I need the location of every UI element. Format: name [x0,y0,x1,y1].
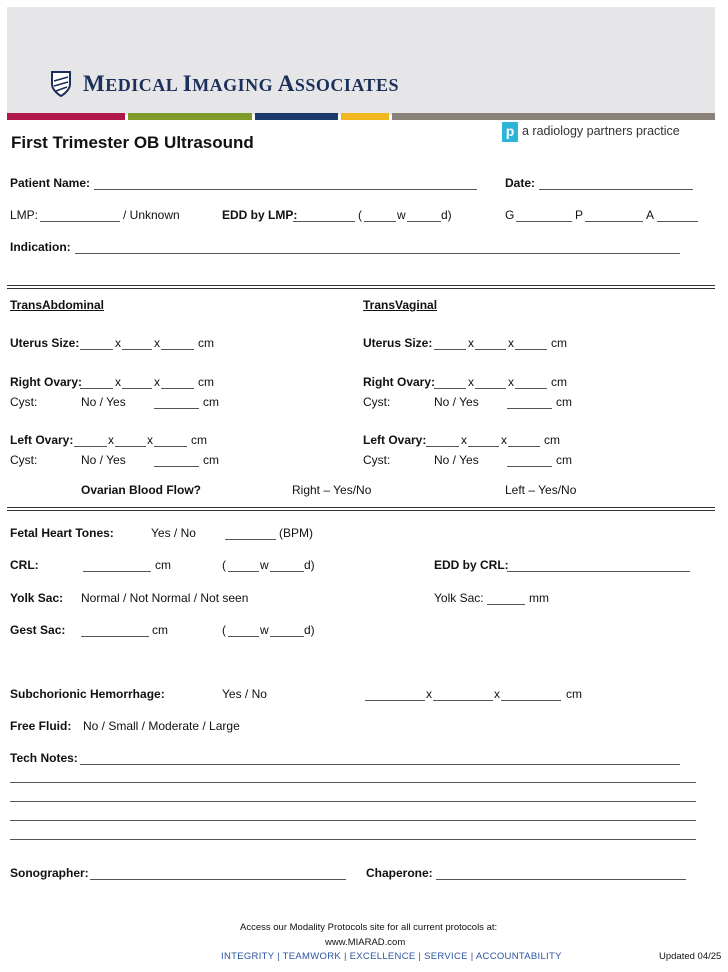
crl-label: CRL: [10,558,39,572]
edd-lmp-weeks-field[interactable] [364,221,396,222]
tv-left-cyst-cm: cm [556,453,572,467]
tech-notes-line-2[interactable] [10,782,696,783]
patient-name-label: Patient Name: [10,176,91,190]
ta-right-ovary-x2: x [154,375,160,389]
crl-cm: cm [155,558,171,572]
sonographer-field[interactable] [90,879,346,880]
footer-website-link[interactable]: www.MIARAD.com [325,937,406,948]
gest-sac-d: d) [304,623,315,637]
tv-right-cyst-no-yes[interactable]: No / Yes [434,395,479,409]
ta-right-ovary-dim2[interactable] [122,388,152,389]
tv-right-ovary-dim3[interactable] [515,388,547,389]
crl-w: w [260,558,269,572]
transvaginal-heading: TransVaginal [363,298,438,312]
gest-sac-field[interactable] [81,636,149,637]
edd-crl-field[interactable] [507,571,690,572]
subch-x2: x [494,687,500,701]
ta-right-cyst-no-yes[interactable]: No / Yes [81,395,126,409]
tv-uterus-label: Uterus Size: [363,336,433,350]
ta-uterus-dim3[interactable] [161,349,194,350]
subch-cm: cm [566,687,582,701]
tv-left-cyst-label: Cyst: [363,453,391,467]
tv-uterus-dim1[interactable] [434,349,466,350]
ta-right-cyst-cm: cm [203,395,219,409]
transabdominal-heading: TransAbdominal [10,298,105,312]
chaperone-field[interactable] [436,879,686,880]
ta-left-ovary-dim2[interactable] [115,446,146,447]
tv-left-ovary-dim1[interactable] [426,446,459,447]
yolk-sac-mm-label: Yolk Sac: [434,591,484,605]
tv-left-ovary-x2: x [501,433,507,447]
ta-right-ovary-cm: cm [198,375,214,389]
fetal-heart-tones-label: Fetal Heart Tones: [10,526,114,540]
color-bar-5 [392,113,715,120]
subchorionic-yes-no[interactable]: Yes / No [222,687,267,701]
section-divider-mid [7,507,715,508]
section-divider-top [7,285,715,286]
color-bar-4 [341,113,389,120]
footer-updated: Updated 04/25 [659,951,722,962]
ovarian-blood-flow-label: Ovarian Blood Flow? [81,483,202,497]
ta-uterus-dim1[interactable] [80,349,113,350]
blood-flow-right[interactable]: Right – Yes/No [292,483,372,497]
shield-logo-icon [50,70,72,98]
tv-left-ovary-cm: cm [544,433,560,447]
footer-protocols-text: Access our Modality Protocols site for all current protocols at: [240,922,498,933]
ta-right-cyst-label: Cyst: [10,395,38,409]
tv-right-ovary-x1: x [468,375,474,389]
subch-dim2[interactable] [433,700,493,701]
gest-sac-paren: ( [222,623,226,637]
gravida-label: G [505,208,515,222]
ta-right-ovary-dim3[interactable] [161,388,194,389]
tv-left-ovary-label: Left Ovary: [363,433,427,447]
tech-notes-line-1[interactable] [80,764,680,765]
tech-notes-label: Tech Notes: [10,751,78,765]
page-title: First Trimester OB Ultrasound [11,133,254,152]
ta-left-ovary-x2: x [147,433,153,447]
para-field[interactable] [585,221,643,222]
patient-name-field[interactable] [94,189,477,190]
tv-right-ovary-x2: x [508,375,514,389]
crl-paren: ( [222,558,226,572]
ta-left-ovary-dim1[interactable] [74,446,107,447]
bpm-label: (BPM) [279,526,313,540]
gest-sac-w: w [260,623,269,637]
tech-notes-line-4[interactable] [10,820,696,821]
date-field[interactable] [539,189,693,190]
edd-lmp-label: EDD by LMP: [222,208,298,222]
edd-lmp-paren: ( [358,208,362,222]
tv-uterus-dim3[interactable] [515,349,547,350]
ta-left-cyst-cm: cm [203,453,219,467]
crl-field[interactable] [83,571,151,572]
ta-right-ovary-dim1[interactable] [80,388,113,389]
color-bar-3 [255,113,338,120]
tv-uterus-dim2[interactable] [475,349,506,350]
ta-uterus-x1: x [115,336,121,350]
yolk-sac-options[interactable]: Normal / Not Normal / Not seen [81,591,249,605]
partner-badge-icon: p [502,122,518,142]
ta-right-cyst-size[interactable] [154,408,199,409]
yolk-sac-mm-field[interactable] [487,604,525,605]
subch-dim1[interactable] [365,700,425,701]
subch-x1: x [426,687,432,701]
tv-right-ovary-dim1[interactable] [434,388,466,389]
bpm-field[interactable] [225,539,276,540]
lmp-label: LMP: [10,208,39,222]
abortus-field[interactable] [657,221,698,222]
tv-right-ovary-dim2[interactable] [475,388,506,389]
ta-uterus-dim2[interactable] [122,349,152,350]
chaperone-label: Chaperone: [366,866,433,880]
free-fluid-label: Free Fluid: [10,719,72,733]
para-label: P [575,208,584,222]
org-name: MEDICAL IMAGING ASSOCIATES [83,71,400,96]
lmp-unknown[interactable]: / Unknown [123,208,180,222]
crl-d: d) [304,558,315,572]
tv-uterus-x1: x [468,336,474,350]
ta-uterus-x2: x [154,336,160,350]
ta-uterus-cm: cm [198,336,214,350]
partner-text: a radiology partners practice [522,124,680,138]
tv-right-cyst-size[interactable] [507,408,552,409]
ta-left-cyst-no-yes[interactable]: No / Yes [81,453,126,467]
gest-sac-label: Gest Sac: [10,623,66,637]
ta-right-ovary-label: Right Ovary: [10,375,83,389]
ta-left-ovary-dim3[interactable] [154,446,187,447]
tv-uterus-cm: cm [551,336,567,350]
ta-left-cyst-label: Cyst: [10,453,38,467]
ta-left-ovary-x1: x [108,433,114,447]
date-label: Date: [505,176,536,190]
header-band [7,7,715,115]
tv-right-cyst-cm: cm [556,395,572,409]
edd-lmp-field[interactable] [293,221,355,222]
indication-label: Indication: [10,240,71,254]
tech-notes-line-5[interactable] [10,839,696,840]
gest-sac-days-field[interactable] [270,636,304,637]
crl-weeks-field[interactable] [228,571,259,572]
tv-right-ovary-cm: cm [551,375,567,389]
ta-left-ovary-label: Left Ovary: [10,433,74,447]
blood-flow-left[interactable]: Left – Yes/No [505,483,577,497]
abortus-label: A [646,208,655,222]
tv-left-ovary-dim2[interactable] [468,446,499,447]
tech-notes-line-3[interactable] [10,801,696,802]
edd-lmp-days-field[interactable] [407,221,441,222]
gravida-field[interactable] [516,221,572,222]
color-bar-1 [7,113,125,120]
edd-crl-label: EDD by CRL: [434,558,509,572]
gest-sac-weeks-field[interactable] [228,636,259,637]
color-bar-2 [128,113,252,120]
lmp-field[interactable] [40,221,120,222]
tv-uterus-x2: x [508,336,514,350]
yolk-sac-label: Yolk Sac: [10,591,64,605]
footer-values: INTEGRITY | TEAMWORK | EXCELLENCE | SERVICE | ACCOUNTABILITY [221,951,562,962]
sonographer-label: Sonographer: [10,866,89,880]
tv-left-cyst-no-yes[interactable]: No / Yes [434,453,479,467]
tv-left-cyst-size[interactable] [507,466,552,467]
tv-left-ovary-x1: x [461,433,467,447]
tv-right-ovary-label: Right Ovary: [363,375,436,389]
crl-days-field[interactable] [270,571,304,572]
subch-dim3[interactable] [501,700,561,701]
ta-right-ovary-x1: x [115,375,121,389]
free-fluid-options[interactable]: No / Small / Moderate / Large [83,719,240,733]
indication-field[interactable] [75,253,680,254]
tv-left-ovary-dim3[interactable] [508,446,540,447]
gest-sac-cm: cm [152,623,168,637]
ta-left-ovary-cm: cm [191,433,207,447]
ta-left-cyst-size[interactable] [154,466,199,467]
section-divider-top-2 [7,288,715,289]
edd-lmp-w: w [397,208,406,222]
fetal-heart-tones-yes-no[interactable]: Yes / No [151,526,196,540]
subchorionic-hemorrhage-label: Subchorionic Hemorrhage: [10,687,165,701]
yolk-sac-mm: mm [529,591,549,605]
edd-lmp-d: d) [441,208,452,222]
ta-uterus-label: Uterus Size: [10,336,80,350]
section-divider-mid-2 [7,510,715,511]
tv-right-cyst-label: Cyst: [363,395,391,409]
